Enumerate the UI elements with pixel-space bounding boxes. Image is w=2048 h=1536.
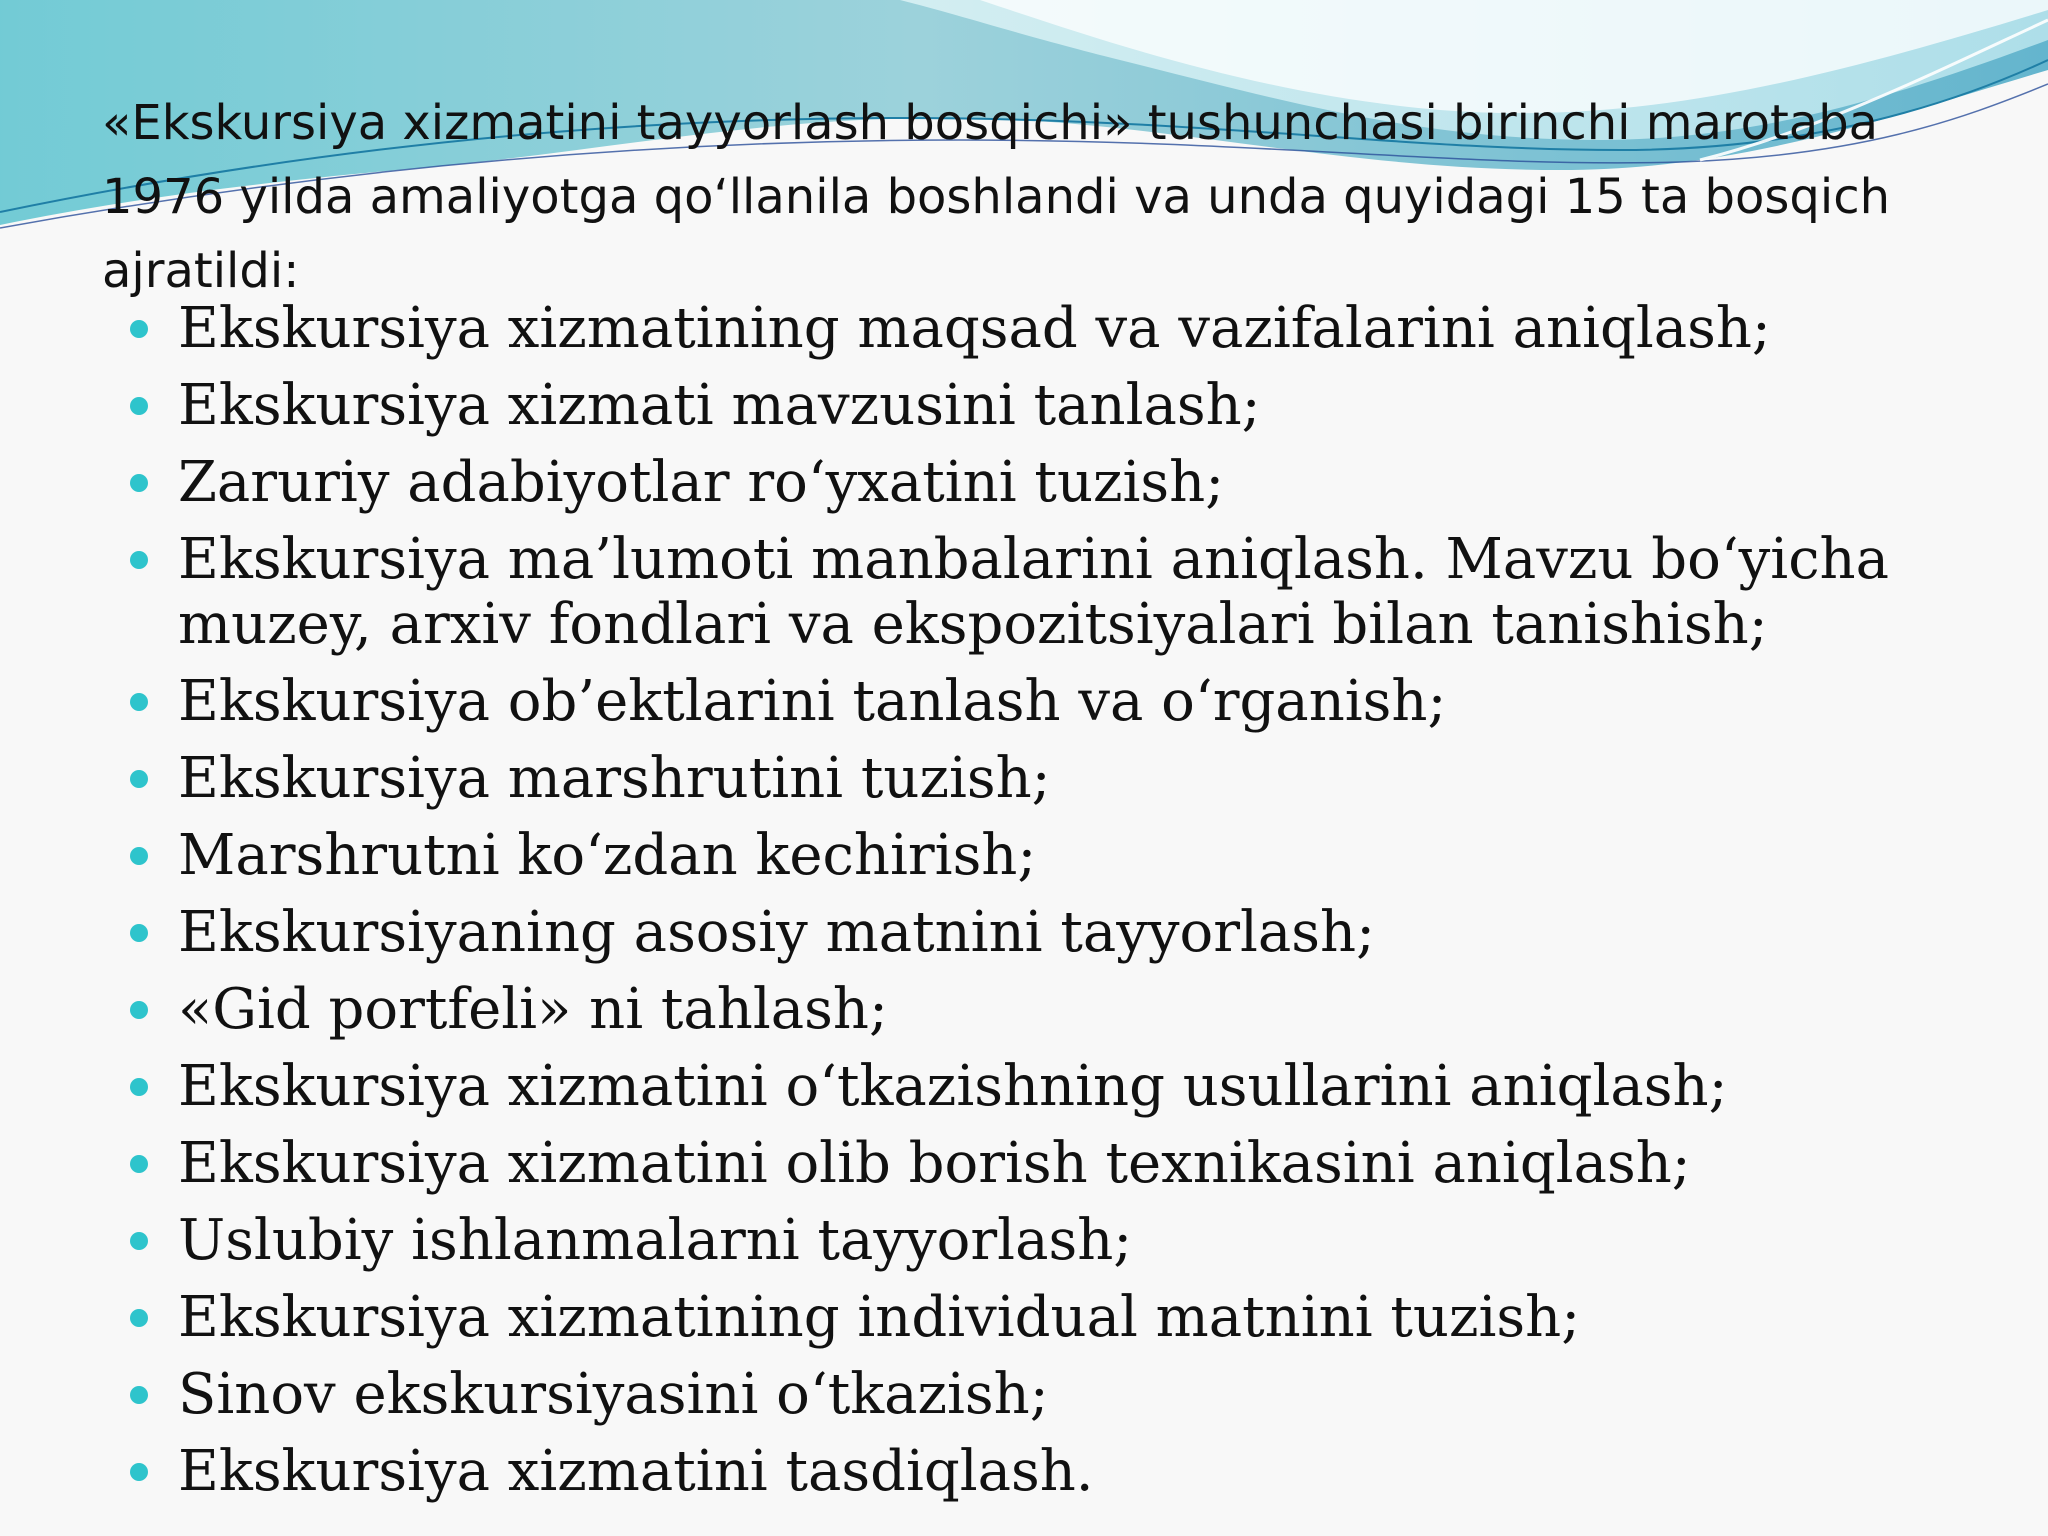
step-item [130, 977, 2010, 1042]
step-text: Ekskursiya xizmatini tasdiqlash. [178, 1439, 1094, 1504]
bullet-icon [130, 320, 148, 338]
step-text: Ekskursiya marshrutini tuzish; [178, 746, 1051, 811]
step-item [130, 1285, 2010, 1350]
bullet-icon [130, 693, 148, 711]
step-text: «Gid portfeli» ni tahlash; [178, 977, 888, 1042]
bullet-icon [130, 1463, 148, 1481]
bullet-icon [130, 397, 148, 415]
step-item [130, 1131, 2010, 1196]
bullet-icon [130, 1309, 148, 1327]
bullet-icon [130, 474, 148, 492]
steps-list [130, 296, 2010, 1516]
step-text: Sinov ekskursiyasini o‘tkazish; [178, 1362, 1049, 1427]
step-text: Ekskursiya ma’lumoti manbalarini aniqlash. Mavzu bo‘yicha muzey, arxiv fondlari va ekspozitsiyalari bilan tanishish; [178, 527, 1890, 657]
bullet-icon [130, 847, 148, 865]
step-text: Ekskursiya ob’ektlarini tanlash va o‘rganish; [178, 669, 1447, 734]
step-item [130, 669, 2010, 734]
bullet-icon [130, 1078, 148, 1096]
step-item [130, 900, 2010, 965]
bullet-icon [130, 1386, 148, 1404]
step-text: Uslubiy ishlanmalarni tayyorlash; [178, 1208, 1133, 1273]
step-item [130, 823, 2010, 888]
step-text: Ekskursiya xizmatini olib borish texnikasini aniqlash; [178, 1131, 1691, 1196]
step-text: Zaruriy adabiyotlar ro‘yxatini tuzish; [178, 450, 1225, 515]
step-item [130, 1362, 2010, 1427]
step-item [130, 1439, 2010, 1504]
step-item [130, 373, 2010, 438]
bullet-icon [130, 1232, 148, 1250]
step-item [130, 1208, 2010, 1273]
step-text: Ekskursiya xizmatining maqsad va vazifalarini aniqlash; [178, 296, 1771, 361]
step-item [130, 450, 2010, 515]
bullet-icon [130, 551, 148, 569]
bullet-icon [130, 770, 148, 788]
step-text: Ekskursiya xizmatining individual matnini tuzish; [178, 1285, 1581, 1350]
bullet-icon [130, 1001, 148, 1019]
slide-intro-text: «Ekskursiya xizmatini tayyorlash bosqichi» tushunchasi birinchi marotaba 1976 yilda amaliyotga qo‘llanila boshlandi va unda quyidagi 15 ta bosqich ajratildi: [102, 95, 1890, 299]
step-item [130, 527, 2010, 657]
step-text: Ekskursiya xizmatini o‘tkazishning usullarini aniqlash; [178, 1054, 1728, 1119]
step-text: Ekskursiyaning asosiy matnini tayyorlash; [178, 900, 1375, 965]
step-text: Ekskursiya xizmati mavzusini tanlash; [178, 373, 1261, 438]
step-text: Marshrutni ko‘zdan kechirish; [178, 823, 1037, 888]
step-item [130, 296, 2010, 361]
bullet-icon [130, 924, 148, 942]
bullet-icon [130, 1155, 148, 1173]
step-item [130, 1054, 2010, 1119]
step-item [130, 746, 2010, 811]
